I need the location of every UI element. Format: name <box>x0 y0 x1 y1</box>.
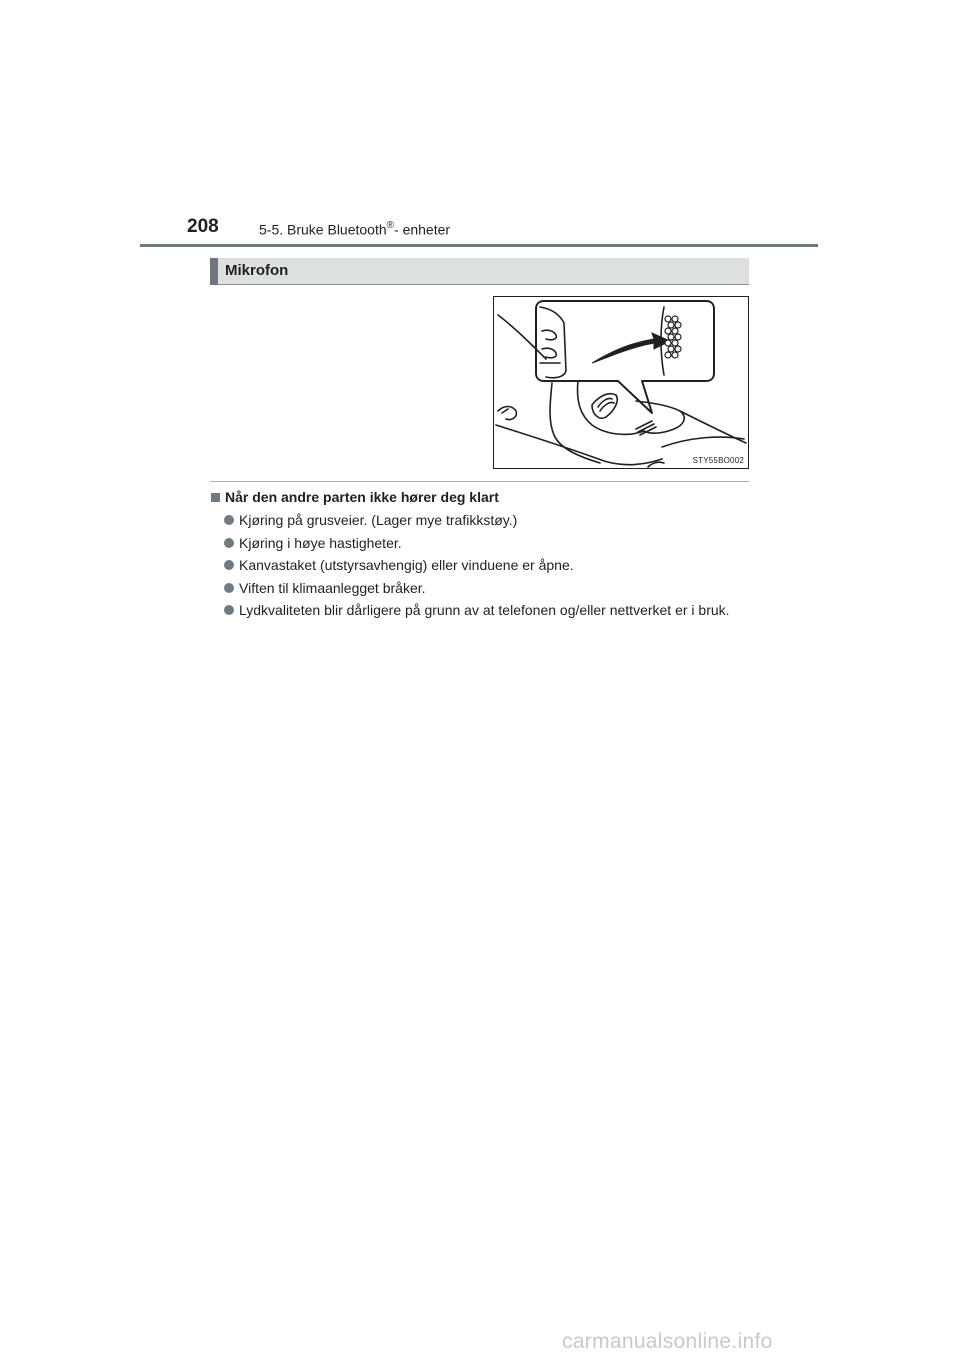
list-item-text: Kjøring i høye hastigheter. <box>239 534 402 551</box>
microphone-location-drawing <box>494 297 750 470</box>
list-item <box>224 511 749 529</box>
section-title: Mikrofon <box>225 262 289 279</box>
bullet-dot-icon <box>224 605 234 615</box>
bullet-dot-icon <box>224 515 234 525</box>
list-item-text: Lydkvaliteten blir dårligere på grunn av at telefonen og/eller nettverket er i bruk. <box>239 602 730 618</box>
list-item-text: Viften til klimaanlegget bråker. <box>239 579 426 596</box>
list-item <box>224 534 749 552</box>
subheading <box>211 489 499 505</box>
subheading-text: Når den andre parten ikke hører deg klart <box>225 489 499 505</box>
bullet-dot-icon <box>224 538 234 548</box>
list-item-text: Kanvastaket (utstyrsavhengig) eller vinduene er åpne. <box>239 557 574 573</box>
list-item <box>224 601 749 619</box>
section-heading-accent <box>210 258 218 285</box>
page-number: 208 <box>187 216 219 237</box>
list-item <box>224 556 749 574</box>
section-divider <box>210 481 749 482</box>
bullet-dot-icon <box>224 583 234 593</box>
running-head <box>259 221 450 238</box>
list-item-text: Kjøring på grusveier. (Lager mye trafikkstøy.) <box>239 512 518 528</box>
watermark: carmanualsonline.info <box>562 1330 773 1353</box>
header-rule <box>140 244 818 247</box>
running-head-suffix: - enheter <box>394 221 451 238</box>
bullet-dot-icon <box>224 560 234 570</box>
square-bullet-icon <box>211 493 220 502</box>
running-head-prefix: 5-5. Bruke Bluetooth <box>259 221 387 238</box>
microphone-illustration <box>493 296 749 469</box>
list-item <box>224 579 749 597</box>
section-heading-bar <box>210 258 749 285</box>
bullet-list <box>224 511 749 624</box>
registered-mark: ® <box>386 220 395 231</box>
figure-code: STY55BO002 <box>692 456 744 465</box>
